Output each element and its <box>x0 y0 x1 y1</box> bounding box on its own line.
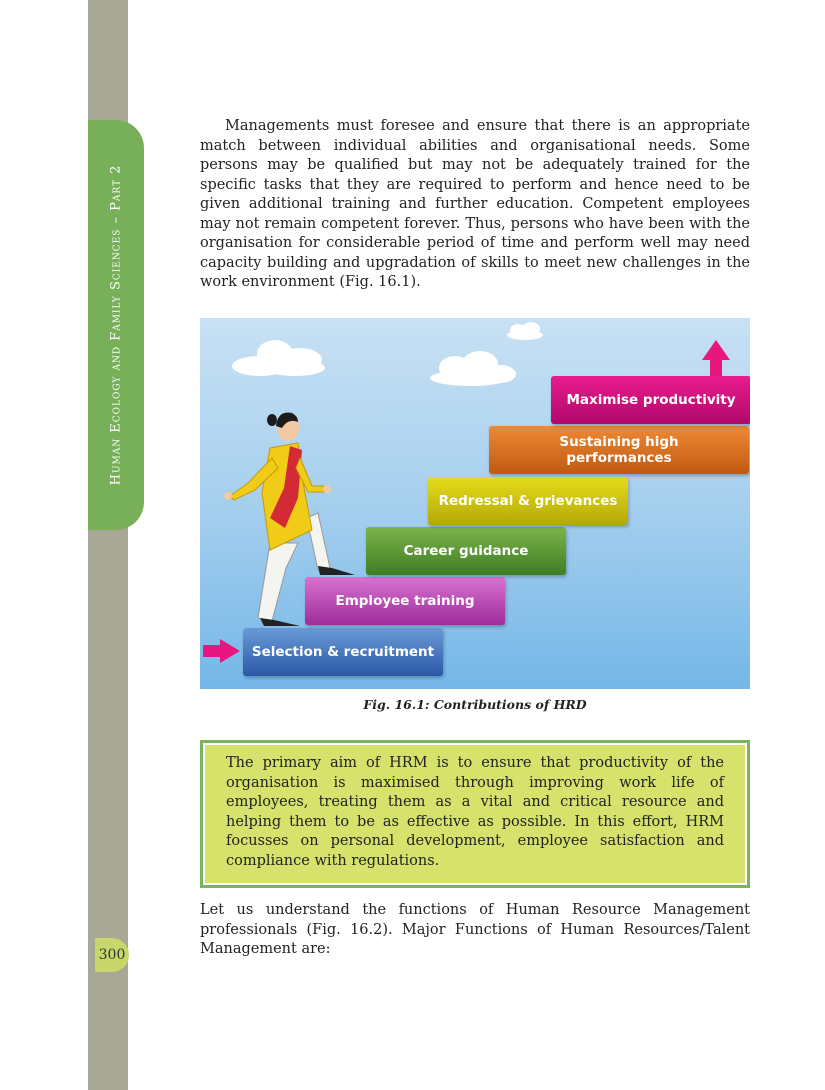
up-arrow-icon <box>702 340 730 378</box>
paragraph-functions: Let us understand the functions of Human Resource Management professionals (Fig. 16.2). Major Functions of Human Resources/Talent Management are: <box>200 902 750 957</box>
step-redressal-grievances: Redressal & grievances <box>428 477 628 525</box>
right-arrow-icon <box>203 639 240 663</box>
paragraph-intro: Managements must foresee and ensure that there is an appropriate match between individual abilities and organisational needs. Some persons may be qualified but may not be adequately trained for the specific tasks that they are required to perform and hence need to be given additional training and further education. Competent employees may not remain competent forever. Thus, persons who have been with the organisation for considerable period of time and perform well may need capacity building and upgradation of skills to meet new challenges in the work environment (Fig. 16.1). <box>200 118 750 290</box>
step-maximise-productivity: Maximise productivity <box>551 376 750 424</box>
page-number: 300 <box>95 938 129 972</box>
step-sustaining-performances: Sustaining high performances <box>489 426 749 474</box>
cloud <box>430 351 516 386</box>
info-box-text: The primary aim of HRM is to ensure that productivity of the organisation is maximised through improving work life of employees, treating them as a vital and critical resource and helping them to be as effective as possible. In this effort, HRM focusses on personal development, employee satisfaction and compliance with regulations. <box>203 743 747 885</box>
step-employee-training: Employee training <box>305 577 505 625</box>
cloud <box>507 322 543 340</box>
step-selection-recruitment: Selection & recruitment <box>243 628 443 676</box>
info-box <box>200 740 750 888</box>
step-career-guidance: Career guidance <box>366 527 566 575</box>
cloud <box>232 340 325 376</box>
hrd-staircase-figure <box>200 318 750 689</box>
figure-caption: Fig. 16.1: Contributions of HRD <box>363 697 587 712</box>
book-title: Human Ecology and Family Sciences – Part 2 <box>108 164 124 486</box>
